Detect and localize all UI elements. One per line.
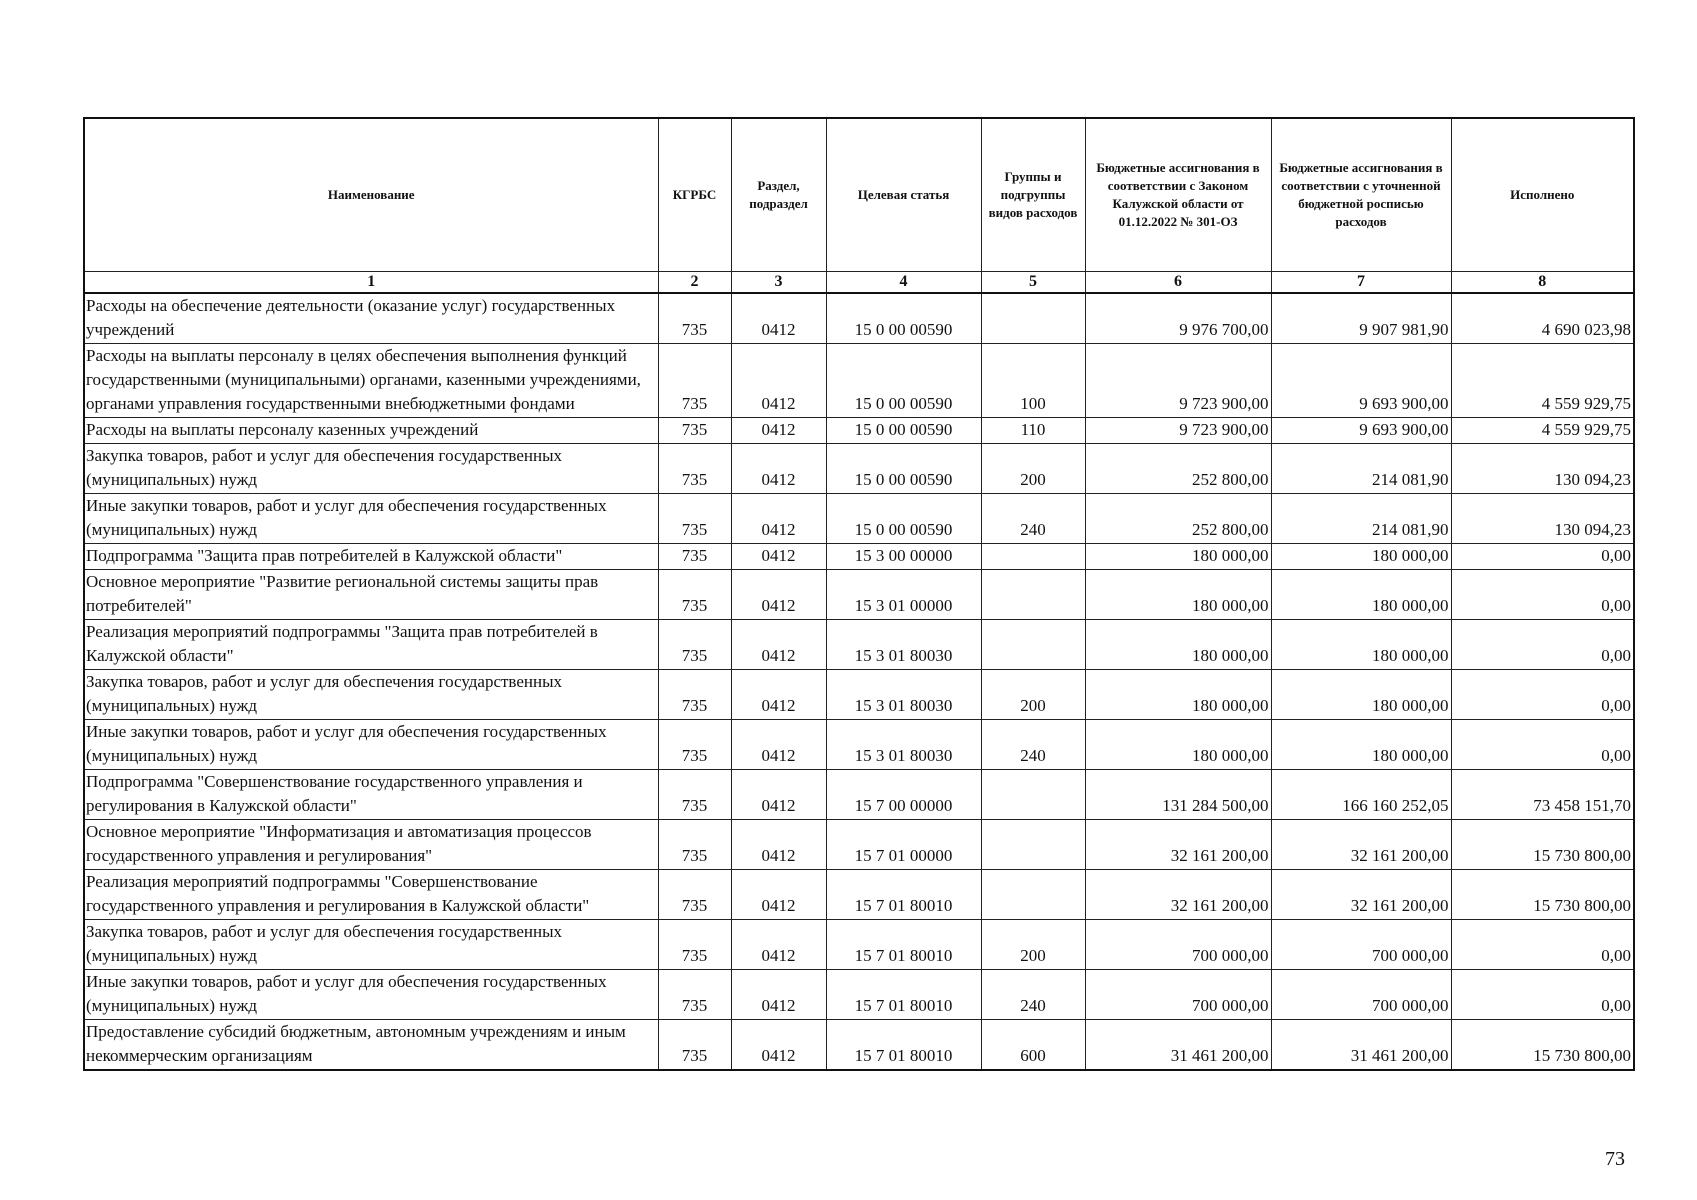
row-name: Иные закупки товаров, работ и услуг для обеспечения государственных (муниципальных) нужд [84,970,658,1020]
row-section: 0412 [731,620,826,670]
row-target-article: 15 0 00 00590 [826,344,981,418]
row-executed: 15 730 800,00 [1451,1020,1634,1071]
table-row [84,418,1634,444]
row-refined-allocation: 166 160 252,05 [1271,770,1451,820]
row-section: 0412 [731,494,826,544]
header-law-allocations: Бюджетные ассигнования в соответствии с Законом Калужской области от 01.12.2022 № 301-ОЗ [1085,118,1271,272]
header-refined-allocations: Бюджетные ассигнования в соответствии с уточненной бюджетной росписью расходов [1271,118,1451,272]
row-executed: 4 690 023,98 [1451,293,1634,344]
header-row [84,118,1634,272]
row-name: Иные закупки товаров, работ и услуг для обеспечения государственных (муниципальных) нужд [84,720,658,770]
row-expense-group: 240 [981,494,1085,544]
row-name: Предоставление субсидий бюджетным, автономным учреждениям и иным некоммерческим организациям [84,1020,658,1071]
header-section: Раздел, подраздел [731,118,826,272]
header-kgrbs: КГРБС [658,118,731,272]
row-executed: 130 094,23 [1451,494,1634,544]
row-expense-group: 110 [981,418,1085,444]
row-section: 0412 [731,344,826,418]
row-kgrbs: 735 [658,920,731,970]
table-row [84,820,1634,870]
row-law-allocation: 180 000,00 [1085,720,1271,770]
row-kgrbs: 735 [658,770,731,820]
row-refined-allocation: 700 000,00 [1271,970,1451,1020]
row-name: Закупка товаров, работ и услуг для обеспечения государственных (муниципальных) нужд [84,444,658,494]
row-kgrbs: 735 [658,544,731,570]
row-target-article: 15 7 01 80010 [826,970,981,1020]
row-name: Закупка товаров, работ и услуг для обеспечения государственных (муниципальных) нужд [84,670,658,720]
row-law-allocation: 9 723 900,00 [1085,418,1271,444]
row-law-allocation: 180 000,00 [1085,544,1271,570]
row-refined-allocation: 180 000,00 [1271,720,1451,770]
header-name: Наименование [84,118,658,272]
table-row [84,770,1634,820]
row-section: 0412 [731,870,826,920]
row-law-allocation: 180 000,00 [1085,620,1271,670]
row-law-allocation: 32 161 200,00 [1085,870,1271,920]
row-target-article: 15 0 00 00590 [826,444,981,494]
row-expense-group [981,293,1085,344]
row-executed: 15 730 800,00 [1451,870,1634,920]
row-law-allocation: 180 000,00 [1085,670,1271,720]
row-law-allocation: 180 000,00 [1085,570,1271,620]
row-expense-group: 240 [981,720,1085,770]
row-law-allocation: 31 461 200,00 [1085,1020,1271,1071]
row-executed: 130 094,23 [1451,444,1634,494]
column-number: 4 [826,272,981,294]
row-refined-allocation: 9 693 900,00 [1271,344,1451,418]
row-target-article: 15 3 00 00000 [826,544,981,570]
row-expense-group [981,770,1085,820]
row-expense-group [981,620,1085,670]
row-kgrbs: 735 [658,570,731,620]
header-executed: Исполнено [1451,118,1634,272]
row-section: 0412 [731,1020,826,1071]
row-law-allocation: 252 800,00 [1085,444,1271,494]
row-name: Подпрограмма "Совершенствование государственного управления и регулирования в Калужской области" [84,770,658,820]
row-law-allocation: 9 976 700,00 [1085,293,1271,344]
page-number: 73 [1605,1148,1625,1170]
row-expense-group [981,820,1085,870]
row-executed: 4 559 929,75 [1451,418,1634,444]
table-row [84,670,1634,720]
column-number: 8 [1451,272,1634,294]
row-section: 0412 [731,920,826,970]
column-number: 1 [84,272,658,294]
row-expense-group: 100 [981,344,1085,418]
row-refined-allocation: 9 907 981,90 [1271,293,1451,344]
row-target-article: 15 0 00 00590 [826,494,981,544]
row-name: Закупка товаров, работ и услуг для обеспечения государственных (муниципальных) нужд [84,920,658,970]
table-row [84,570,1634,620]
table-body [84,293,1634,1070]
table-row [84,720,1634,770]
table-row [84,920,1634,970]
row-section: 0412 [731,544,826,570]
row-refined-allocation: 31 461 200,00 [1271,1020,1451,1071]
row-kgrbs: 735 [658,293,731,344]
row-refined-allocation: 180 000,00 [1271,570,1451,620]
row-name: Расходы на выплаты персоналу казенных учреждений [84,418,658,444]
row-target-article: 15 0 00 00590 [826,293,981,344]
row-kgrbs: 735 [658,418,731,444]
row-executed: 15 730 800,00 [1451,820,1634,870]
column-number-row [84,272,1634,294]
row-section: 0412 [731,444,826,494]
row-name: Расходы на выплаты персоналу в целях обеспечения выполнения функций государственными (муниципальными) органами, казенными учреждениями, органами управления государственными внебюджетными фондами [84,344,658,418]
column-number: 6 [1085,272,1271,294]
row-refined-allocation: 32 161 200,00 [1271,870,1451,920]
row-name: Реализация мероприятий подпрограммы "Защита прав потребителей в Калужской области" [84,620,658,670]
row-target-article: 15 0 00 00590 [826,418,981,444]
row-executed: 73 458 151,70 [1451,770,1634,820]
table-row [84,293,1634,344]
row-kgrbs: 735 [658,670,731,720]
row-executed: 0,00 [1451,720,1634,770]
row-target-article: 15 3 01 00000 [826,570,981,620]
row-executed: 0,00 [1451,970,1634,1020]
table-row [84,544,1634,570]
row-section: 0412 [731,293,826,344]
row-expense-group: 200 [981,920,1085,970]
row-expense-group: 200 [981,444,1085,494]
budget-table [83,117,1635,1071]
row-section: 0412 [731,820,826,870]
row-refined-allocation: 32 161 200,00 [1271,820,1451,870]
column-number: 7 [1271,272,1451,294]
row-target-article: 15 7 01 80010 [826,870,981,920]
table-row [84,870,1634,920]
row-name: Основное мероприятие "Информатизация и автоматизация процессов государственного управления и регулирования" [84,820,658,870]
row-kgrbs: 735 [658,344,731,418]
row-executed: 0,00 [1451,544,1634,570]
row-kgrbs: 735 [658,444,731,494]
row-name: Иные закупки товаров, работ и услуг для обеспечения государственных (муниципальных) нужд [84,494,658,544]
column-number: 2 [658,272,731,294]
row-target-article: 15 3 01 80030 [826,670,981,720]
table-row [84,1020,1634,1071]
row-law-allocation: 32 161 200,00 [1085,820,1271,870]
row-law-allocation: 9 723 900,00 [1085,344,1271,418]
row-kgrbs: 735 [658,1020,731,1071]
row-executed: 4 559 929,75 [1451,344,1634,418]
row-section: 0412 [731,770,826,820]
row-section: 0412 [731,570,826,620]
row-expense-group: 200 [981,670,1085,720]
row-target-article: 15 3 01 80030 [826,620,981,670]
row-expense-group: 240 [981,970,1085,1020]
row-section: 0412 [731,670,826,720]
header-expense-groups: Группы и подгруппы видов расходов [981,118,1085,272]
row-name: Расходы на обеспечение деятельности (оказание услуг) государственных учреждений [84,293,658,344]
row-refined-allocation: 180 000,00 [1271,544,1451,570]
row-refined-allocation: 214 081,90 [1271,444,1451,494]
row-target-article: 15 7 01 80010 [826,1020,981,1071]
row-target-article: 15 3 01 80030 [826,720,981,770]
table-row [84,620,1634,670]
row-kgrbs: 735 [658,620,731,670]
row-expense-group [981,870,1085,920]
column-number: 5 [981,272,1085,294]
row-kgrbs: 735 [658,970,731,1020]
row-target-article: 15 7 00 00000 [826,770,981,820]
row-executed: 0,00 [1451,670,1634,720]
row-refined-allocation: 180 000,00 [1271,670,1451,720]
row-refined-allocation: 9 693 900,00 [1271,418,1451,444]
row-kgrbs: 735 [658,870,731,920]
row-law-allocation: 700 000,00 [1085,920,1271,970]
row-refined-allocation: 214 081,90 [1271,494,1451,544]
row-kgrbs: 735 [658,820,731,870]
row-law-allocation: 700 000,00 [1085,970,1271,1020]
row-law-allocation: 252 800,00 [1085,494,1271,544]
row-law-allocation: 131 284 500,00 [1085,770,1271,820]
row-expense-group: 600 [981,1020,1085,1071]
row-section: 0412 [731,418,826,444]
table-row [84,444,1634,494]
row-executed: 0,00 [1451,620,1634,670]
row-refined-allocation: 180 000,00 [1271,620,1451,670]
row-section: 0412 [731,720,826,770]
table-row [84,344,1634,418]
row-kgrbs: 735 [658,720,731,770]
row-name: Реализация мероприятий подпрограммы "Совершенствование государственного управления и регулирования в Калужской области" [84,870,658,920]
row-name: Подпрограмма "Защита прав потребителей в Калужской области" [84,544,658,570]
header-target-article: Целевая статья [826,118,981,272]
row-executed: 0,00 [1451,570,1634,620]
row-refined-allocation: 700 000,00 [1271,920,1451,970]
row-name: Основное мероприятие "Развитие региональной системы защиты прав потребителей" [84,570,658,620]
row-executed: 0,00 [1451,920,1634,970]
row-kgrbs: 735 [658,494,731,544]
table-row [84,494,1634,544]
row-expense-group [981,544,1085,570]
column-number: 3 [731,272,826,294]
row-expense-group [981,570,1085,620]
row-section: 0412 [731,970,826,1020]
table-row [84,970,1634,1020]
row-target-article: 15 7 01 00000 [826,820,981,870]
row-target-article: 15 7 01 80010 [826,920,981,970]
